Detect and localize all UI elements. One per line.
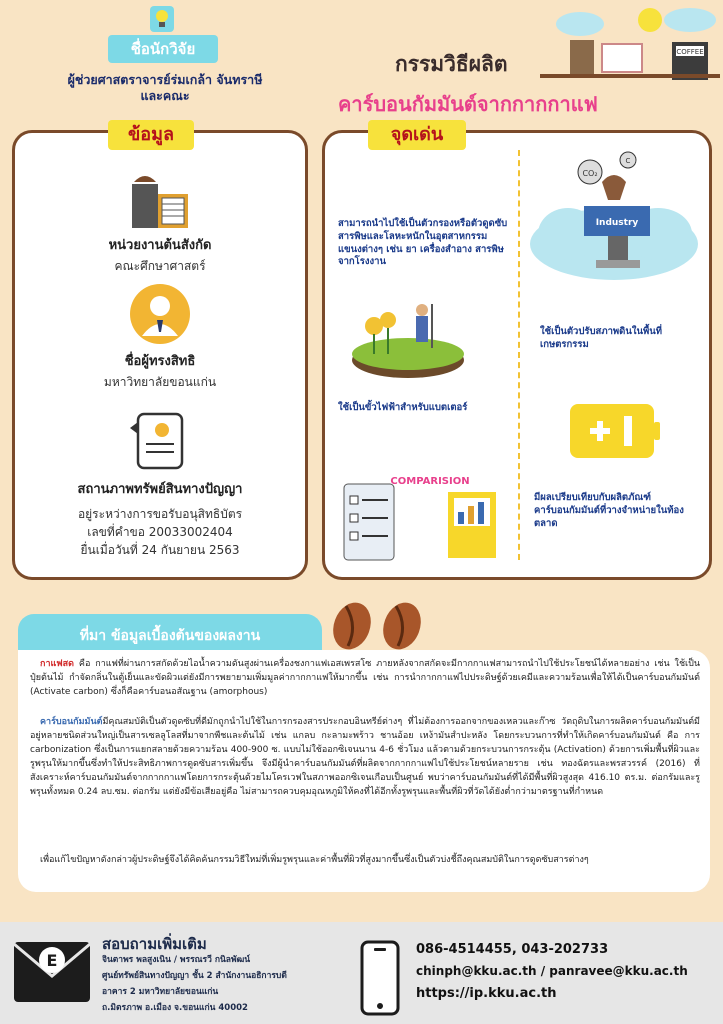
industry-icon — [528, 148, 700, 282]
owner-label: ชื่อผู้ทรงสิทธิ — [124, 354, 196, 369]
farm-icon — [348, 290, 468, 390]
contact-office: ศูนย์ทรัพย์สินทางปัญญา ชั้น 2 สำนักงานอธิการบดี — [102, 971, 287, 981]
coffee-illustration — [540, 2, 720, 82]
info-tag: ข้อมูล — [108, 120, 194, 150]
org-label: หน่วยงานต้นสังกัด — [108, 238, 212, 253]
ip-number: เลขที่คำขอ 20033002404 — [87, 525, 233, 539]
svg-text:Industry: Industry — [595, 218, 639, 228]
researcher-tag: ชื่อนักวิจัย — [108, 35, 218, 63]
ip-label: สถานภาพทรัพย์สินทางปัญญา — [77, 482, 243, 497]
owner-value: มหาวิทยาลัยขอนแก่น — [103, 375, 217, 389]
page-title: กรรมวิธีผลิต — [395, 52, 508, 76]
svg-text:C: C — [625, 157, 631, 165]
contact-title: สอบถามเพิ่มเติม — [102, 935, 207, 953]
contact-web-link[interactable]: https://ip.kku.ac.th — [416, 986, 557, 1001]
highlight-comparison: มีผลเปรียบเทียบกับผลิตภัณฑ์คาร์บอนกัมมันต์ที่วางจำหน่ายในท้องตลาด — [534, 492, 684, 529]
contact-building: อาคาร 2 มหาวิทยาลัยขอนแก่น — [102, 987, 219, 997]
background-text-2: มีคุณสมบัติเป็นตัวดูดซับที่ดีมักถูกนำไปใช้ในการกรองสารประกอบอินทรีย์ต่างๆ ที่ไม่ต้องการออกจากของเหลวและก๊าซ วัตถุดิบในการผลิตคาร์บอนกัมมันต์มีอยู่หลายชนิดส่วนใหญ่เป็นสารเซลลูโลสที่มาจากพืชและต้นไม้ เช่น แกลบ กะลามะพร้าว ชานอ้อย เหง้ามันสำปะหลัง โดยกระบวนการที่ทำให้เกิดคาร์บอนกัมมันต์ คือ การ carbonization ซึ่งเป็นการแยกสลายด้วยความร้อน 400-900 ซ. แบบไม่ใช้ออกซิเจนนาน 4-6 ชั่วโมง แล้วตามด้วยกระบวนการกระตุ้น (Activation) ด้วยการเพิ่มพื้นที่ผิวและรูพรุนให้มากขึ้นซึ่งทำให้ประสิทธิภาพการดูดซับสารเพิ่มขึ้น จึงมีผู้นำคาร์บอนกัมมันต์ที่ผลิตจากกากกาแฟไปใช้ประโยชน์หลายราย เช่น ทองฉัตรและพรสวรรค์ (2016) ที่สังเคราะห์คาร์บอนกัมมันต์จากกากกาแฟโดยการกระตุ้นด้วยไมโครเวฟในสภาพออกซิเจนเกือบเป็นศูนย์ พบว่าคาร์บอนกัมมันต์ที่ได้มีพื้นที่ผิวสูงสุด 416.10 ตร.ม. ต่อกรัมและรูพรุนทั้งหมด 0.24 ลบ.ซม. ต่อกรัม แต่ยังมีข้อเสียอยู่คือ ไม่สามารถควบคุมอุณหภูมิให้คงที่ได้อีกทั้งรูพรุนและพื้นที่ผิวที่วัดได้ยังต่ำกว่ามาตรฐานที่กำหนด — [30, 717, 700, 797]
phone-icon — [360, 940, 400, 1016]
envelope-icon — [12, 940, 92, 1004]
background-paragraph-1 — [30, 658, 700, 700]
contact-email[interactable]: chinph@kku.ac.th / panravee@kku.ac.th — [416, 964, 688, 978]
svg-text:CO₂: CO₂ — [582, 169, 598, 178]
background-tag: ที่มา ข้อมูลเบื้องต้นของผลงาน — [18, 614, 322, 658]
page-subtitle: คาร์บอนกัมมันต์จากกากกาแฟ — [338, 92, 598, 116]
svg-text:COMPARISION: COMPARISION — [390, 476, 470, 487]
background-keyword-carbon: คาร์บอนกัมมันต์ — [40, 717, 103, 727]
person-icon — [128, 282, 192, 346]
svg-text:E: E — [46, 951, 58, 970]
contact-address: ถ.มิตรภาพ อ.เมือง จ.ขอนแก่น 40002 — [102, 1003, 248, 1013]
coffee-beans-icon — [324, 596, 434, 656]
contact-phone[interactable]: 086-4514455, 043-202733 — [416, 942, 609, 957]
bulb-icon — [150, 6, 174, 32]
background-text-1: คือ กาแฟที่ผ่านการสกัดด้วยไอน้ำความดันสูงผ่านเครื่องชงกาแฟเอสเพรสโซ ภายหลังจากสกัดจะมีกากกาแฟสามารถนำไปใช้ประโยชน์ได้หลายอย่าง เช่น ใช้เป็นปุ๋ยต้นไม้ กำจัดกลิ่นในตู้เย็นและขัดผิวแต่ยังมีการพยายามเพิ่มมูลค่ากากกาแฟให้มากขึ้น เช่น การนำกากกาแฟไปประดิษฐ์ด้วยเคมีและความร้อนเพื่อให้ได้เป็นคาร์บอนกัมมันต์ (Activate carbon) ซึ่งก็คือคาร์บอนอสัณฐาน (amorphous) — [30, 659, 700, 697]
highlight-soil: ใช้เป็นตัวปรับสภาพดินในพื้นที่เกษตรกรรม — [540, 326, 662, 350]
contact-names: จินตาพร พลสูงเนิน / พรรณรวี กนิลพัฒน์ — [102, 955, 251, 965]
certificate-icon — [128, 408, 192, 470]
highlight-battery: ใช้เป็นขั้วไฟฟ้าสำหรับแบตเตอร์ — [338, 402, 468, 413]
highlights-tag: จุดเด่น — [368, 120, 466, 150]
background-keyword-coffee: กาแฟสด — [40, 659, 75, 669]
highlight-filter: สามารถนำไปใช้เป็นตัวกรองหรือตัวดูดซับสารพิษและโลหะหนักในอุตสาหกรรมแขนงต่างๆ เช่น ยา เครื่องสำอาง สารพิษจากโรงงาน — [338, 218, 508, 268]
ip-status: อยู่ระหว่างการขอรับอนุสิทธิบัตร — [77, 507, 243, 521]
building-icon — [128, 170, 192, 230]
battery-icon — [566, 400, 662, 462]
comparison-icon — [336, 472, 502, 564]
researcher-names: ผู้ช่วยศาสตราจารย์ร่มเกล้า จันทราษี และคณะ — [67, 72, 263, 104]
divider-dashed — [518, 150, 520, 560]
org-value: คณะศึกษาศาสตร์ — [114, 259, 206, 273]
background-paragraph-2 — [30, 716, 700, 800]
svg-text:COFFEE: COFFEE — [676, 48, 704, 56]
background-paragraph-3: เพื่อแก้ไขปัญหาดังกล่าวผู้ประดิษฐ์จึงได้คิดค้นกรรมวิธีใหม่ที่เพิ่มรูพรุนและค่าพื้นที่ผิวที่สูงมากขึ้นซึ่งเป็นตัวบ่งชี้ถึงคุณสมบัติในการดูดซับสารต่างๆ — [40, 855, 589, 865]
ip-date: ยื่นเมื่อวันที่ 24 กันยายน 2563 — [80, 543, 240, 557]
